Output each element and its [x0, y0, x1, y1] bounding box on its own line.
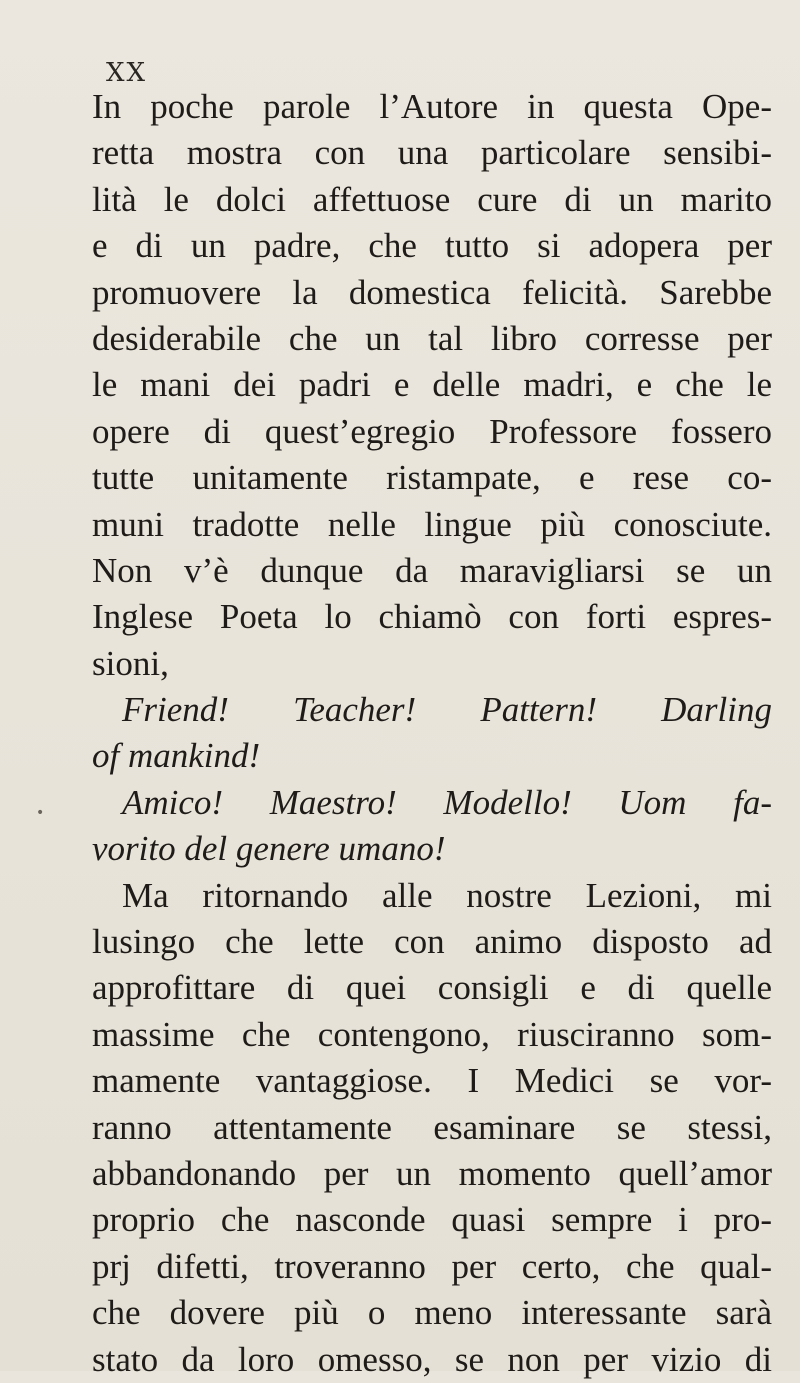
quote-line-english: of mankind! — [92, 736, 261, 776]
text-line: e di un padre, che tutto si adopera per — [92, 226, 772, 266]
text-line: desiderabile che un tal libro corresse per — [92, 318, 772, 358]
text-line: Ma ritornando alle nostre Lezioni, mi — [122, 875, 772, 915]
text-line: lità le dolci affettuose cure di un marito — [92, 179, 772, 219]
text-line: Non v’è dunque da maravigliarsi se un — [92, 550, 772, 590]
text-line: massime che contengono, riusciranno som- — [92, 1014, 772, 1054]
text-line: opere di quest’egregio Professore fossero — [92, 411, 772, 451]
text-line: approfittare di quei consigli e di quelle — [92, 968, 772, 1008]
text-line: che dovere più o meno interessante sarà — [92, 1293, 772, 1333]
text-line: proprio che nasconde quasi sempre i pro- — [92, 1200, 772, 1240]
quote-line-italian: Amico! Maestro! Modello! Uom fa- — [122, 782, 772, 822]
text-line: retta mostra con una particolare sensibi- — [92, 133, 772, 173]
page-number: XX — [106, 58, 148, 88]
text-line: stato da loro omesso, se non per vizio di — [92, 1339, 772, 1379]
text-line: Inglese Poeta lo chiamò con forti espres- — [92, 597, 772, 637]
quote-line-english: Friend! Teacher! Pattern! Darling — [122, 690, 772, 730]
body-text — [92, 84, 772, 1383]
text-line: abbandonando per un momento quell’amor — [92, 1153, 772, 1193]
text-line: lusingo che lette con animo disposto ad — [92, 922, 772, 962]
text-line: sioni, — [92, 643, 169, 683]
text-line: tutte unitamente ristampate, e rese co- — [92, 458, 772, 498]
text-line: muni tradotte nelle lingue più conosciute. — [92, 504, 772, 544]
text-line: ranno attentamente esaminare se stessi, — [92, 1107, 772, 1147]
margin-mark: • — [36, 805, 45, 821]
text-line: mamente vantaggiose. I Medici se vor- — [92, 1061, 772, 1101]
text-line: le mani dei padri e delle madri, e che le — [92, 365, 772, 405]
text-line: prj difetti, troveranno per certo, che qual- — [92, 1246, 772, 1286]
text-line: promuovere la domestica felicità. Sarebbe — [92, 272, 772, 312]
quote-line-italian: vorito del genere umano! — [92, 829, 446, 869]
text-line: In poche parole l’Autore in questa Ope- — [92, 87, 772, 126]
